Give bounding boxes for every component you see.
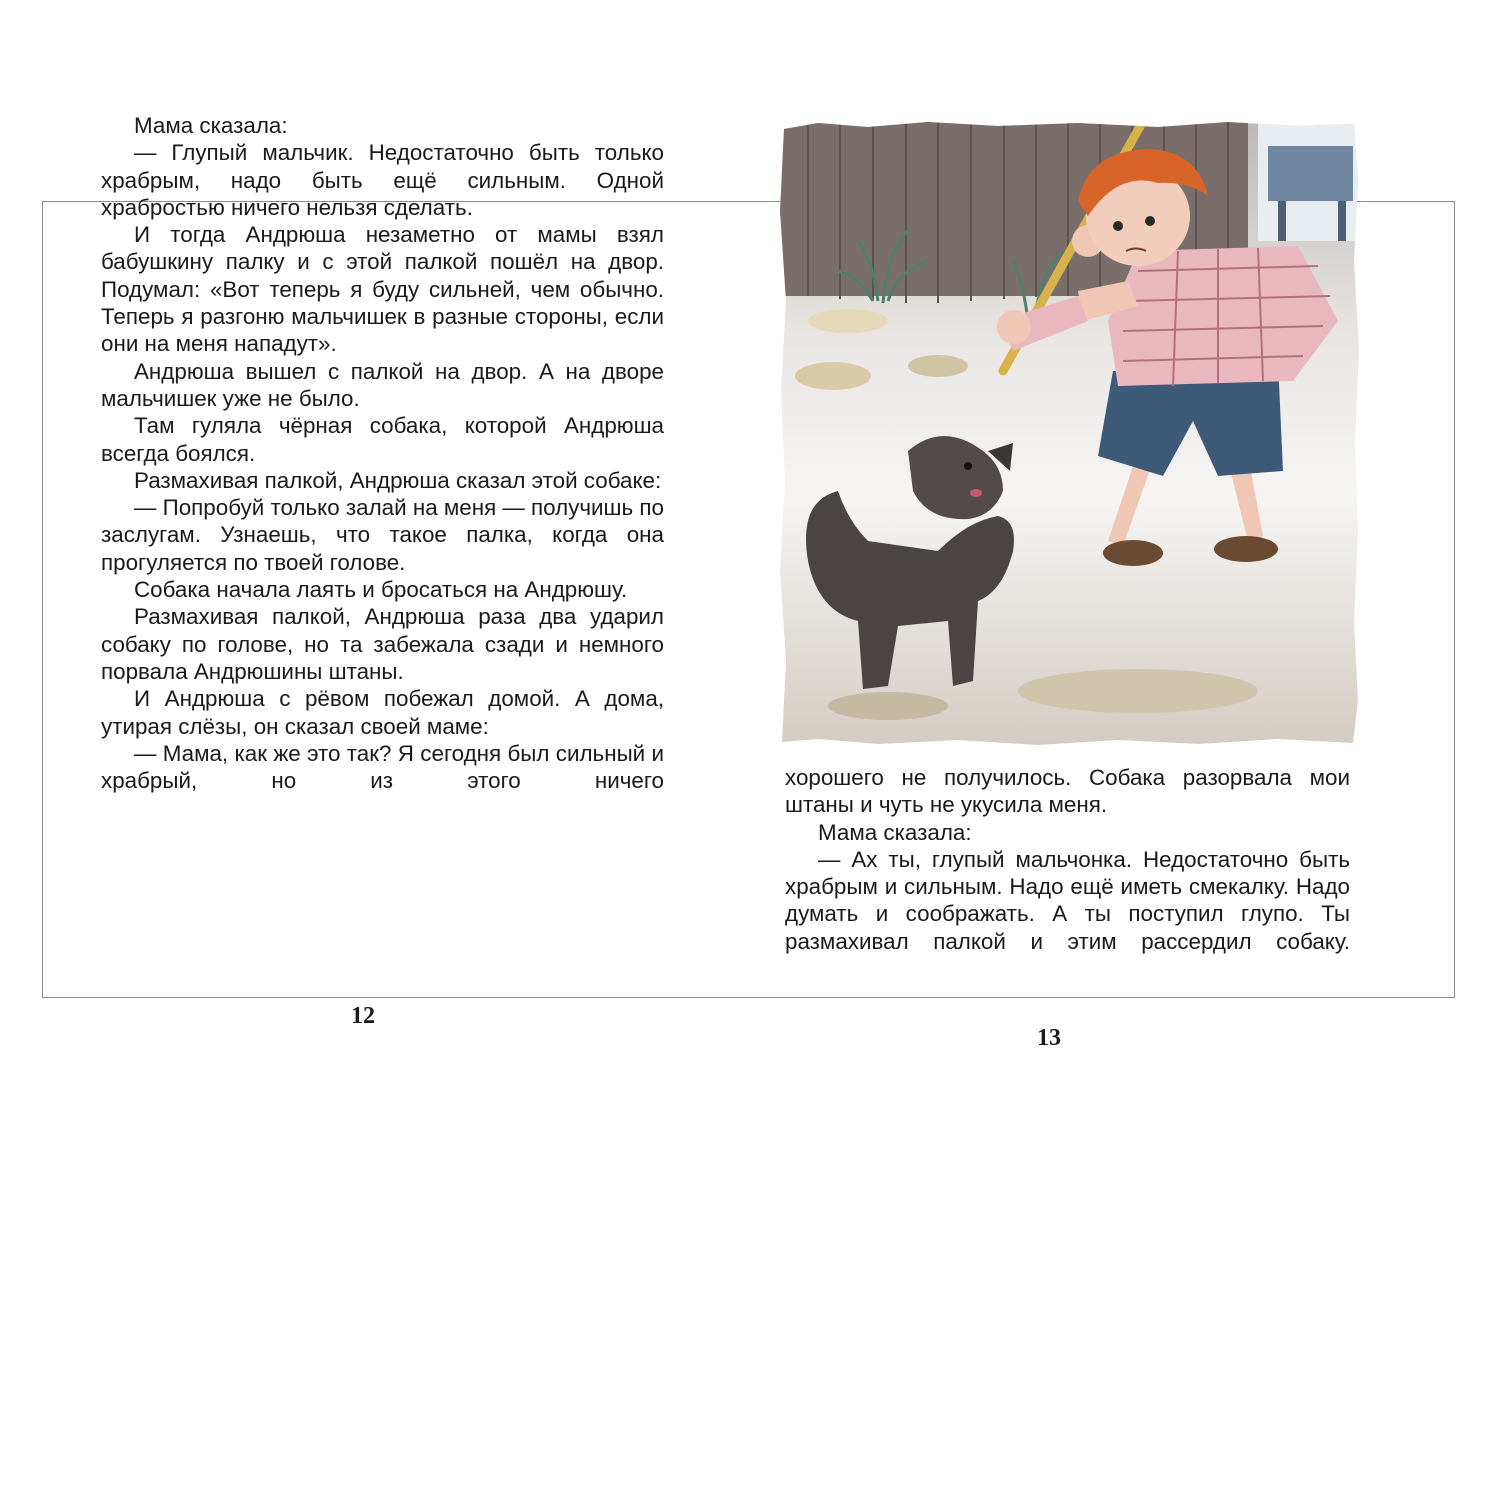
paragraph: — Попробуй только залай на меня — получишь по заслугам. Узнаешь, что такое палка, когда она прогуляется по твоей голове. xyxy=(101,495,664,575)
paragraph: И Андрюша с рёвом побежал домой. А дома, утирая слёзы, он сказал своей маме: xyxy=(101,686,664,739)
paragraph: Размахивая палкой, Андрюша сказал этой собаке: xyxy=(134,467,662,493)
paragraph: Там гуляла чёрная собака, которой Андрюша всегда боялся. xyxy=(101,413,664,466)
right-page-text xyxy=(785,764,1350,955)
paragraph: Размахивая палкой, Андрюша раза два ударил собаку по голове, но та забежала сзади и немного порвала Андрюшины штаны. xyxy=(101,604,664,684)
paragraph: — Глупый мальчик. Недостаточно быть только храбрым, надо быть ещё сильным. Одной храбростью ничего нельзя сделать. xyxy=(101,140,664,220)
paragraph: — Ах ты, глупый мальчонка. Недостаточно быть храбрым и сильным. Надо ещё иметь смекалку. Надо думать и соображать. А ты поступил глупо. Ты размахивал палкой и этим рассердил собаку. xyxy=(785,846,1350,954)
paragraph: Мама сказала: xyxy=(134,113,288,138)
illustration-drawing xyxy=(778,121,1360,746)
left-page-text xyxy=(101,112,664,794)
page-number-right: 13 xyxy=(1037,1025,1061,1051)
paragraph: Мама сказала: xyxy=(818,819,972,845)
page-number-left: 12 xyxy=(351,1003,375,1029)
illustration-boy-and-dog xyxy=(778,121,1360,746)
paragraph: И тогда Андрюша незаметно от мамы взял бабушкину палку и с этой палкой пошёл на двор. Подумал: «Вот теперь я буду сильней, чем обычно. Теперь я разгоню мальчишек в разные стороны, если они на меня нападут». xyxy=(101,222,664,357)
paragraph: — Мама, как же это так? Я сегодня был сильный и храбрый, но из этого ничего xyxy=(101,740,664,794)
paragraph: Собака начала лаять и бросаться на Андрюшу. xyxy=(134,577,628,603)
paragraph: Андрюша вышел с палкой на двор. А на дворе мальчишек уже не было. xyxy=(101,358,664,411)
paragraph: хорошего не получилось. Собака разорвала мои штаны и чуть не укусила меня. xyxy=(785,765,1350,818)
